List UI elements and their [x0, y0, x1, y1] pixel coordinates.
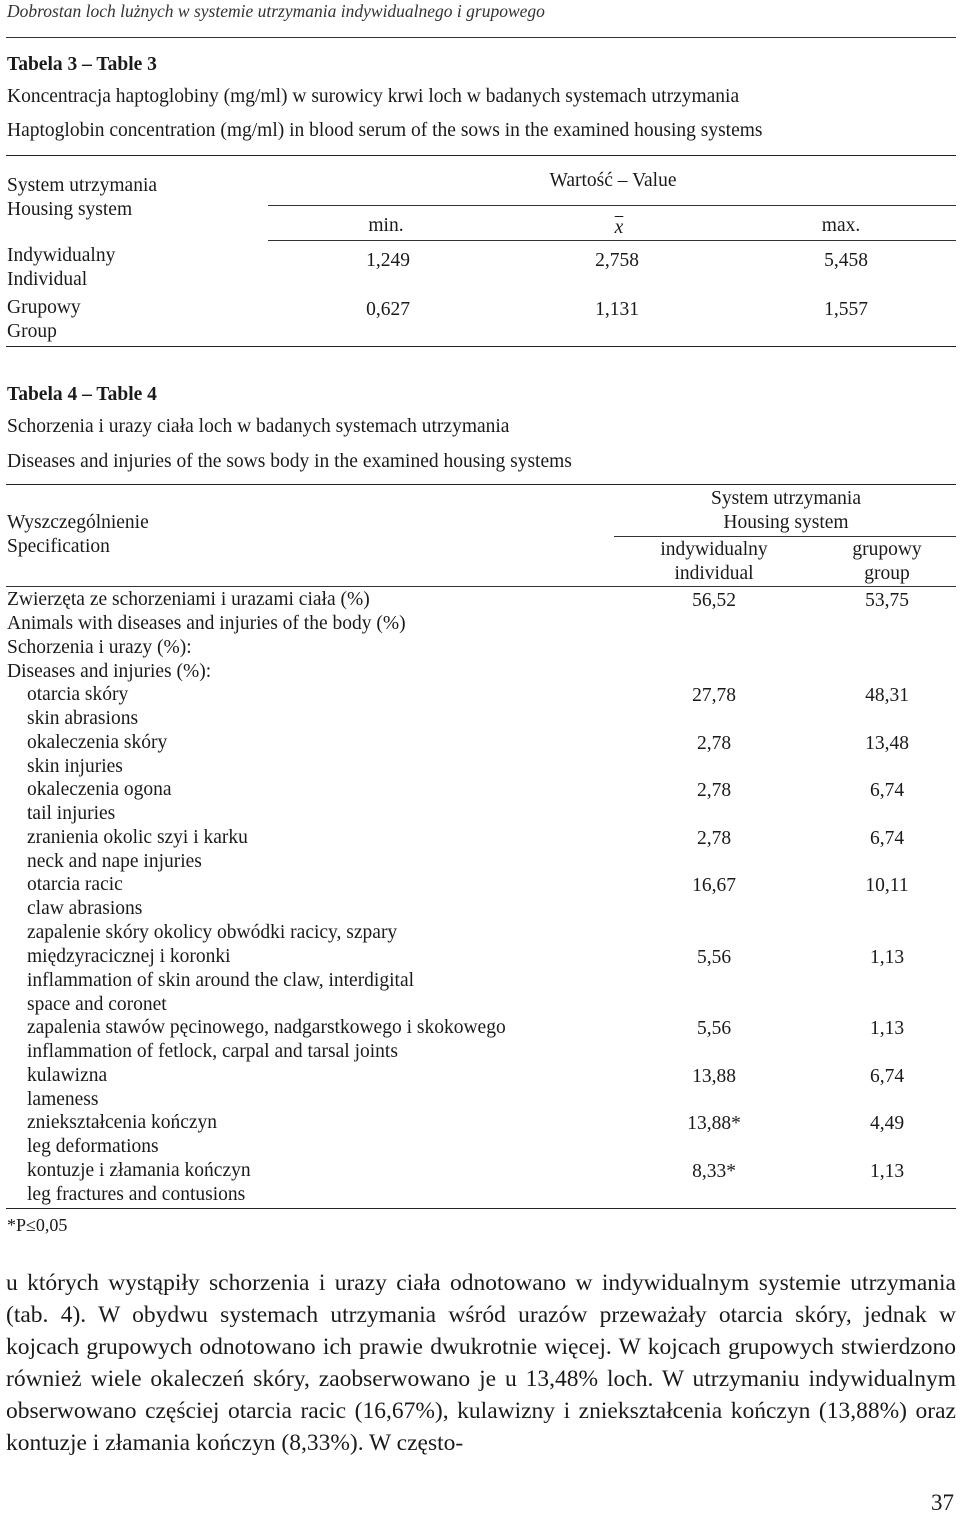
table3-bottom-rule: [6, 346, 956, 347]
table4-cell-ind: 16,67: [692, 875, 736, 896]
table4-head-system-pl: System utrzymania: [710, 488, 862, 509]
table4-row-label: leg fractures and contusions: [27, 1184, 246, 1205]
table4-row-label: skin abrasions: [27, 708, 139, 729]
table4-cell-ind: 56,52: [692, 590, 736, 611]
table4-cell-ind: 5,56: [696, 947, 732, 968]
table4-row-label: Zwierzęta ze schorzeniami i urazami ciała (%): [7, 589, 370, 610]
table4-cell-ind: 8,33*: [692, 1161, 736, 1182]
table4-cell-grp: 1,13: [869, 947, 905, 968]
table4-row-label: neck and nape injuries: [27, 851, 202, 872]
table4-cell-grp: 53,75: [865, 590, 909, 611]
table3-row-en: Group: [7, 321, 57, 342]
table4-row-label: Diseases and injuries (%):: [7, 661, 212, 682]
table3-cell-mean: 2,758: [595, 250, 639, 271]
table4-row-label: kulawizna: [27, 1065, 108, 1086]
table3-head-value: Wartość – Value: [549, 170, 677, 191]
table4-row-label: okaleczenia skóry: [27, 732, 168, 753]
table4-cell-grp: 6,74: [869, 828, 905, 849]
table4-cell-ind: 13,88: [692, 1066, 736, 1087]
table3-cell-mean: 1,131: [595, 299, 639, 320]
table4-row-label: claw abrasions: [27, 898, 143, 919]
table4-head-grp-en: group: [864, 563, 910, 584]
table4-cell-ind: 5,56: [696, 1018, 732, 1039]
table4-cell-ind: 2,78: [696, 828, 732, 849]
table3-head-min: min.: [368, 215, 404, 236]
table3-title-en: Haptoglobin concentration (mg/ml) in blood serum of the sows in the examined housing systems: [7, 120, 763, 141]
table3-row-en: Individual: [7, 269, 88, 290]
table4-system-rule: [614, 536, 956, 537]
page-number: 37: [931, 1490, 954, 1515]
table4-cell-ind: 2,78: [696, 733, 732, 754]
table4-title-en: Diseases and injuries of the sows body in the examined housing systems: [7, 451, 572, 472]
table4-cell-grp: 6,74: [869, 780, 905, 801]
table4-head-ind-en: individual: [674, 563, 754, 584]
table3-cell-max: 5,458: [824, 250, 868, 271]
table3-cell-min: 1,249: [366, 250, 410, 271]
table3-head-max: max.: [821, 215, 861, 236]
table4-row-label: zniekształcenia kończyn: [27, 1112, 218, 1133]
table3-row-pl: Indywidualny: [7, 245, 116, 266]
table4-top-rule: [6, 484, 956, 485]
table4-cell-grp: 4,49: [869, 1113, 905, 1134]
table4-head-grp-pl: grupowy: [852, 539, 922, 560]
table4-title-pl: Schorzenia i urazy ciała loch w badanych systemach utrzymania: [7, 416, 510, 437]
table4-head-bottom-rule: [6, 586, 956, 587]
table3-head-bottom-rule: [268, 240, 956, 241]
table4-head-spec-pl: Wyszczególnienie: [7, 512, 149, 533]
table4-cell-ind: 27,78: [692, 685, 736, 706]
table4-row-label: Animals with diseases and injuries of the body (%): [7, 613, 406, 634]
table4-cell-ind: 13,88*: [687, 1113, 741, 1134]
table4-row-label: otarcia racic: [27, 874, 123, 895]
table4-row-label: otarcia skóry: [27, 684, 129, 705]
table4-label: Tabela 4 – Table 4: [7, 384, 157, 405]
table4-cell-grp: 6,74: [869, 1066, 905, 1087]
header-rule: [6, 37, 956, 38]
table4-head-spec-en: Specification: [7, 536, 110, 557]
running-header: Dobrostan loch lużnych w systemie utrzymania indywidualnego i grupowego: [7, 1, 545, 21]
table4-row-label: lameness: [27, 1089, 99, 1110]
table4-head-system-en: Housing system: [723, 512, 849, 533]
table4-row-label: zranienia okolic szyi i karku: [27, 827, 248, 848]
table4-row-label: leg deformations: [27, 1136, 159, 1157]
table4-row-label: inflammation of skin around the claw, interdigital: [27, 970, 415, 991]
table4-row-label: międzyracicznej i koronki: [27, 946, 231, 967]
table4-footnote: *P≤0,05: [7, 1215, 68, 1235]
table4-cell-grp: 1,13: [869, 1161, 905, 1182]
table4-row-label: kontuzje i złamania kończyn: [27, 1160, 251, 1181]
table4-row-label: Schorzenia i urazy (%):: [7, 637, 192, 658]
table3-title-pl: Koncentracja haptoglobiny (mg/ml) w surowicy krwi loch w badanych systemach utrzymania: [7, 86, 740, 107]
table3-value-rule: [268, 205, 956, 206]
table4-row-label: zapalenie skóry okolicy obwódki racicy, szpary: [27, 922, 398, 943]
table4-row-label: space and coronet: [27, 994, 167, 1015]
table4-cell-grp: 1,13: [869, 1018, 905, 1039]
table3-cell-min: 0,627: [366, 299, 410, 320]
table3-head-col1-en: Housing system: [7, 199, 133, 220]
table4-head-ind-pl: indywidualny: [660, 539, 768, 560]
table3-label: Tabela 3 – Table 3: [7, 54, 157, 75]
table4-cell-grp: 10,11: [865, 875, 909, 896]
table3-cell-max: 1,557: [824, 299, 868, 320]
table4-cell-grp: 48,31: [865, 685, 909, 706]
table4-row-label: inflammation of fetlock, carpal and tarsal joints: [27, 1041, 398, 1062]
table3-top-rule: [6, 155, 956, 156]
table4-cell-ind: 2,78: [696, 780, 732, 801]
table4-row-label: okaleczenia ogona: [27, 779, 172, 800]
table3-head-col1-pl: System utrzymania: [7, 175, 158, 196]
table4-cell-grp: 13,48: [865, 733, 909, 754]
table4-row-label: skin injuries: [27, 756, 123, 777]
table3-head-mean: $\overline{x}$: [614, 217, 624, 238]
table4-row-label: tail injuries: [27, 803, 116, 824]
table3-row-pl: Grupowy: [7, 297, 81, 318]
body-paragraph: u których wystąpiły schorzenia i urazy ciała odnotowano w indywidualnym systemie utrzymania (tab. 4). W obydwu systemach utrzymania wśród urazów przeważały otarcia skóry, jednak w kojcach grupowych odnotowano ich prawie dwukrotnie więcej. W kojcach grupowych stwierdzono również wiele okaleczeń skóry, zaobserwowano je u 13,48% loch. W utrzymaniu indywidualnym obserwowano częściej otarcia racic (16,67%), kulawizny i zniekształcenia kończyn (13,88%) oraz kontuzje i złamania kończyn (8,33%). W często-: [6, 1270, 956, 1456]
table4-bottom-rule: [6, 1208, 956, 1209]
table4-row-label: zapalenia stawów pęcinowego, nadgarstkowego i skokowego: [27, 1017, 506, 1038]
